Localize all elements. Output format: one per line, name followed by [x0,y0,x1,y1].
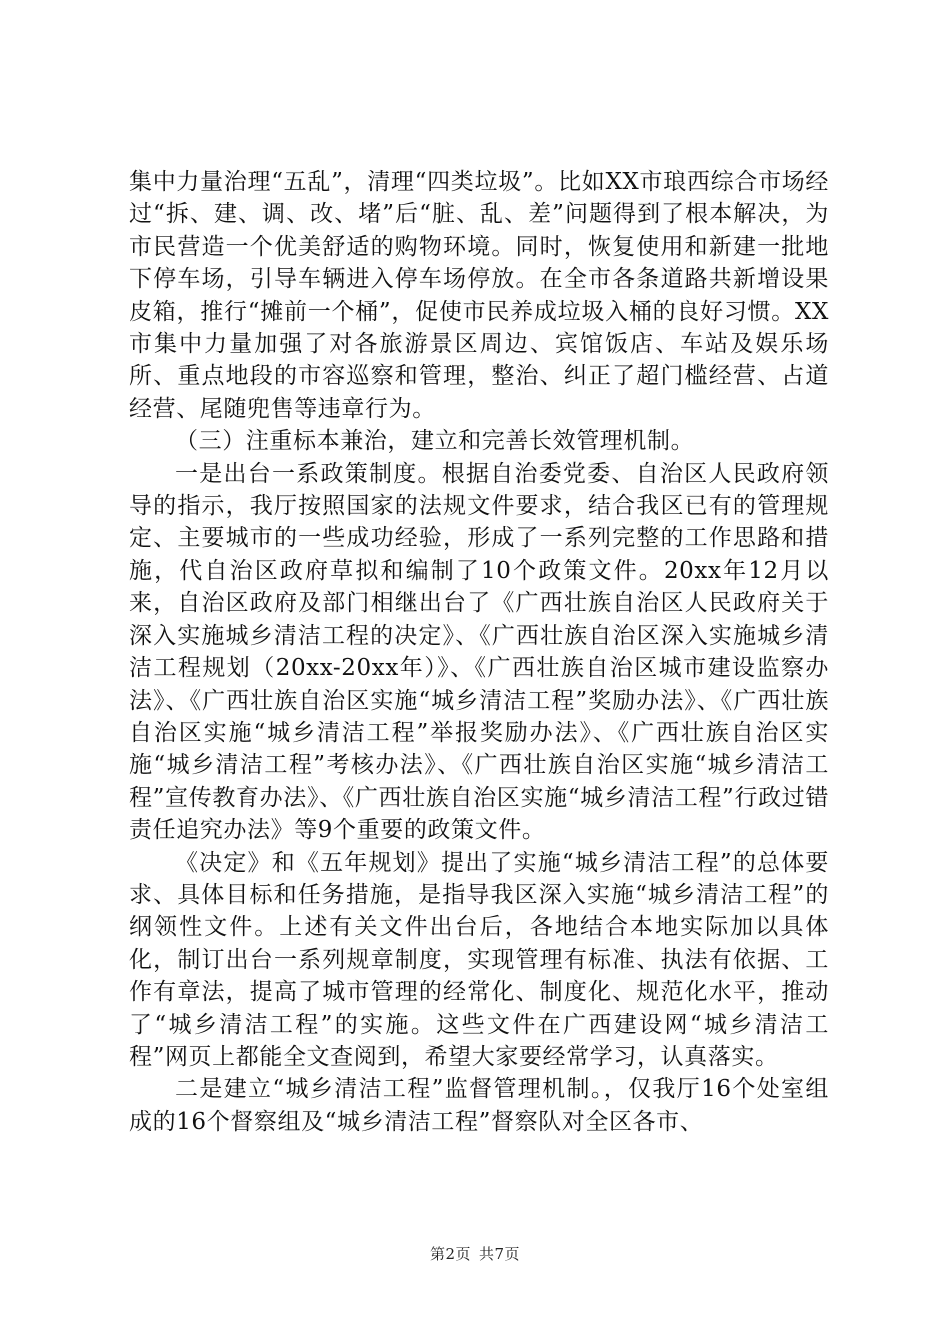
paragraph-4: 《决定》和《五年规划》提出了实施“城乡清洁工程”的总体要求、具体目标和任务措施，是指导我区深入实施“城乡清洁工程”的纲领性文件。上述有关文件出台后，各地结合本地实际加以具体化，制订出台一系列规章制度，实现管理有标准、执法有依据、工作有章法，提高了城市管理的经常化、制度化、规范化水平，推动了“城乡清洁工程”的实施。这些文件在广西建设网“城乡清洁工程”网页上都能全文查阅到，希望大家要经常学习，认真落实。 [129,849,829,1070]
paragraph-5: 二是建立“城乡清洁工程”监督管理机制。，仅我厅16个处室组成的16个督察组及“城乡清洁工程”督察队对全区各市、 [129,1076,829,1135]
paragraph-2-heading: （三）注重标本兼治，建立和完善长效管理机制。 [175,428,695,455]
page-number: 第2页 [429,1245,471,1263]
page-total: 共7页 [479,1245,521,1263]
page-footer [0,1243,950,1264]
document-body [129,166,829,1138]
paragraph-1: 集中力量治理“五乱”，清理“四类垃圾”。比如XX市琅西综合市场经过“拆、建、调、改、堵”后“脏、乱、差”问题得到了根本解决，为市民营造一个优美舒适的购物环境。同时，恢复使用和新建一批地下停车场，引导车辆进入停车场停放。在全市各条道路共新增设果皮箱，推行“摊前一个桶”，促使市民养成垃圾入桶的良好习惯。XX市集中力量加强了对各旅游景区周边、宾馆饭店、车站及娱乐场所、重点地段的市容巡察和管理，整治、纠正了超门槛经营、占道经营、尾随兜售等违章行为。 [129,169,829,422]
paragraph-3: 一是出台一系政策制度。根据自治委党委、自治区人民政府领导的指示，我厅按照国家的法规文件要求，结合我区已有的管理规定、主要城市的一些成功经验，形成了一系列完整的工作思路和措施，代自治区政府草拟和编制了10个政策文件。20xx年12月以来，自治区政府及部门相继出台了《广西壮族自治区人民政府关于深入实施城乡清洁工程的决定》、《广西壮族自治区深入实施城乡清洁工程规划（20xx-20xx年）》、《广西壮族自治区城市建设监察办法》、《广西壮族自治区实施“城乡清洁工程”奖励办法》、《广西壮族自治区实施“城乡清洁工程”举报奖励办法》、《广西壮族自治区实施“城乡清洁工程”考核办法》、《广西壮族自治区实施“城乡清洁工程”宣传教育办法》、《广西壮族自治区实施“城乡清洁工程”行政过错责任追究办法》等9个重要的政策文件。 [129,460,829,844]
